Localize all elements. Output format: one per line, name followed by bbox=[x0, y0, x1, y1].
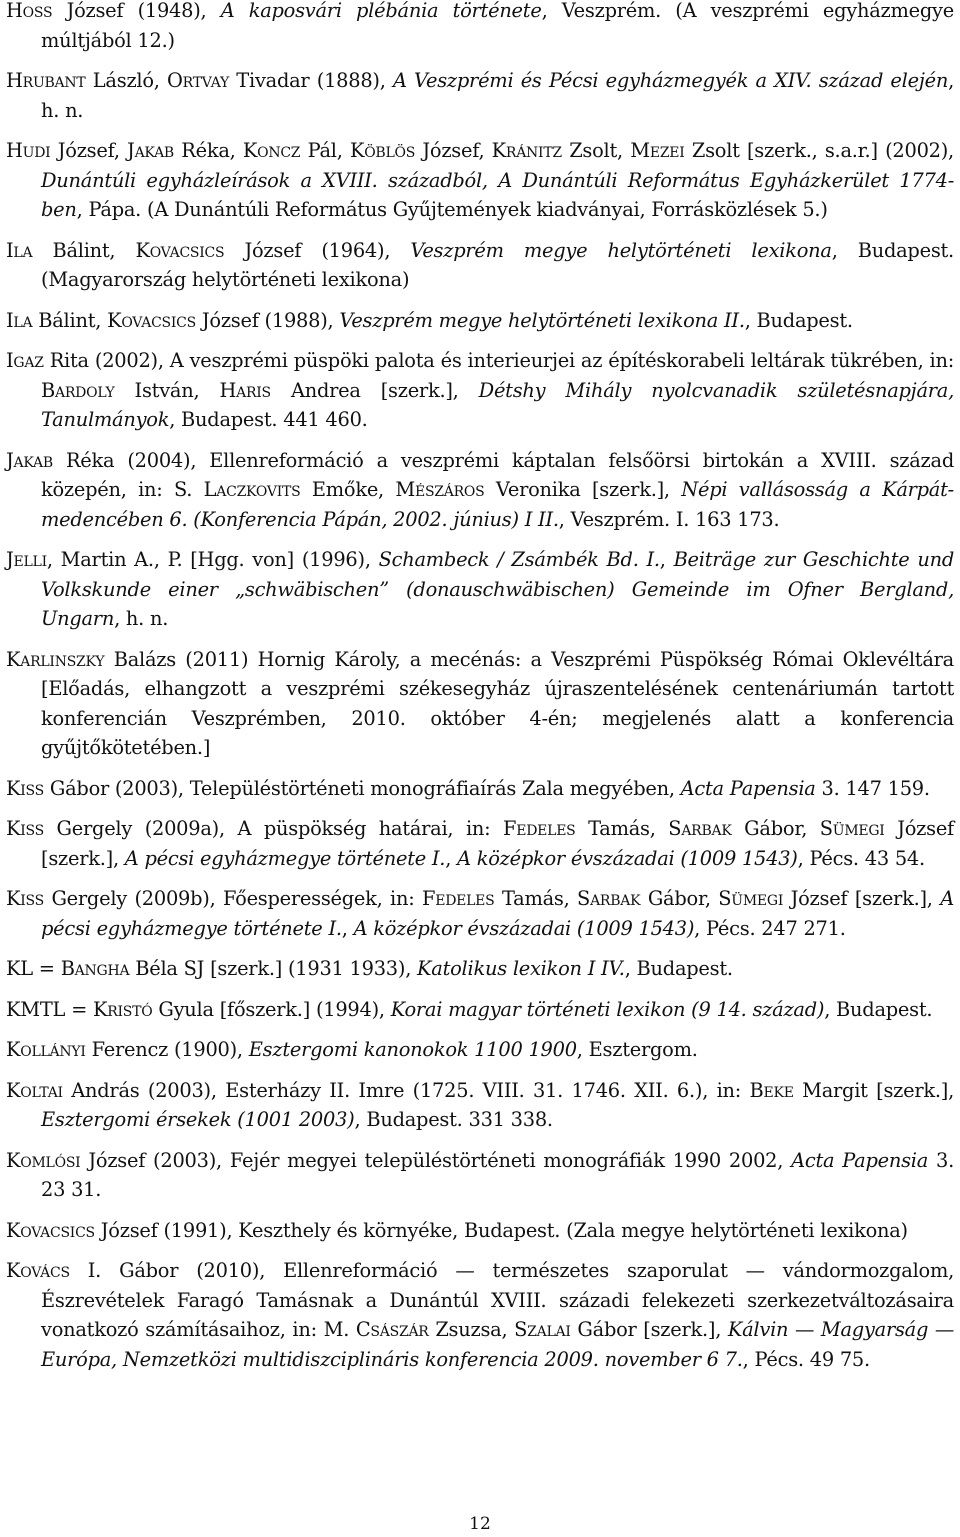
entry-text: , Pécs. 49 75. bbox=[742, 1347, 870, 1371]
entry-text: Balázs (2011) Hornig Károly, a mecénás: a Veszprémi Püspökség Római Oklevéltára [Előadás, elhangzott a veszprémi székesegyház újraszentelésének centenáriumán tartott konferencián Veszprémben, 2010. október 4-én; megjelenés alatt a konferencia gyűjtőkötetében.] bbox=[41, 647, 954, 759]
bibliography-entry bbox=[6, 66, 954, 125]
author-name: Bardoly bbox=[41, 378, 115, 402]
entry-text: , Esztergom. bbox=[576, 1038, 698, 1061]
entry-text: I. Gábor (2010), Ellenreformáció — természetes szaporulat — vándormozgalom, Észrevételek Faragó Tamásnak a Dunántúl XVIII. századi felekezeti szerkezetváltozásaira vonatkozó számításaihoz, in: M. bbox=[41, 1259, 954, 1341]
entry-text: , bbox=[659, 548, 674, 571]
title-italic: A középkor évszázadai (1009 1543) bbox=[457, 846, 798, 870]
author-name: Sümegi bbox=[819, 817, 885, 840]
author-name: Köblös bbox=[349, 139, 416, 162]
title-italic: Détshy Mihály nyolcvanadik születésnapjára, Tanulmányok bbox=[41, 378, 954, 431]
entry-text: Bálint, bbox=[32, 308, 108, 332]
entry-text: Margit [szerk.], bbox=[793, 1078, 954, 1102]
bibliography-entry bbox=[6, 774, 954, 804]
entry-text: Emőke, bbox=[300, 478, 396, 501]
author-name: Szalai bbox=[514, 1318, 571, 1341]
title-italic: A pécsi egyházmegye története I. bbox=[124, 846, 446, 870]
entry-text: , Budapest. bbox=[624, 957, 733, 980]
entry-text: József [szerk.], bbox=[41, 817, 954, 870]
bibliography-entry bbox=[6, 136, 954, 225]
title-italic: Népi vallásosság a Kárpát-medencében 6. (Konferencia Pápán, 2002. június) I II. bbox=[41, 478, 954, 531]
entry-text: , Budapest. bbox=[744, 308, 853, 332]
entry-text: , Pécs. 43 54. bbox=[797, 846, 925, 870]
author-name: Koltai bbox=[6, 1078, 63, 1102]
entry-text: Rita (2002), A veszprémi püspöki palota és interieurjei az építéskorabeli leltárak tükrében, in: bbox=[43, 349, 954, 372]
bibliography-entry bbox=[6, 1076, 954, 1135]
title-italic: A középkor évszázadai (1009 1543) bbox=[353, 916, 695, 940]
title-italic: Acta Papensia bbox=[680, 776, 816, 800]
entry-text: Gábor [szerk.], bbox=[570, 1318, 728, 1341]
author-name: Kovács bbox=[6, 1259, 70, 1282]
entry-text: , Veszprém. I. 163 173. bbox=[558, 507, 780, 531]
entry-text: József, bbox=[415, 139, 492, 162]
author-name: Kovacsics bbox=[107, 308, 196, 332]
author-name: Mezei bbox=[630, 139, 685, 162]
entry-text: , h. n. bbox=[114, 607, 169, 630]
title-italic: A kaposvári plébánia története bbox=[220, 0, 542, 22]
entry-text: KL = bbox=[6, 957, 61, 980]
entry-text: Gábor, bbox=[640, 887, 719, 910]
title-italic: A pécsi egyházmegye története I. bbox=[41, 887, 954, 940]
bibliography-entry bbox=[6, 1256, 954, 1374]
entry-text: László, bbox=[85, 69, 168, 92]
author-name: Sarbak bbox=[668, 817, 732, 840]
entry-text: KMTL = bbox=[6, 997, 93, 1021]
author-name: Kristó bbox=[92, 997, 153, 1021]
author-name: Kovacsics bbox=[135, 238, 225, 262]
author-name: Ortvay bbox=[167, 69, 229, 92]
title-italic: A Veszprémi és Pécsi egyházmegyék a XIV. század elején bbox=[392, 69, 949, 92]
bibliography-entry bbox=[6, 236, 954, 295]
author-name: Mészáros bbox=[395, 478, 485, 501]
bibliography-entry bbox=[6, 1216, 954, 1246]
author-name: Komlósi bbox=[6, 1148, 81, 1172]
author-name: Fedeles bbox=[422, 887, 495, 910]
entry-text: Zsuzsa, bbox=[428, 1318, 515, 1341]
title-italic: Veszprém megye helytörténeti lexikona bbox=[410, 238, 832, 262]
bibliography-entry bbox=[6, 1146, 954, 1205]
author-name: Haris bbox=[219, 378, 271, 402]
author-name: Hrubant bbox=[6, 69, 86, 92]
entry-text: Gábor, bbox=[731, 817, 820, 840]
bibliography-entry bbox=[6, 446, 954, 535]
entry-text: , Budapest. 441 460. bbox=[169, 408, 368, 431]
entry-text: , bbox=[445, 846, 458, 870]
entry-text: Veronika [szerk.], bbox=[484, 478, 682, 501]
author-name: Hoss bbox=[6, 0, 53, 22]
entry-text: , Pécs. 247 271. bbox=[694, 916, 846, 940]
entry-text: József (1988), bbox=[195, 308, 340, 332]
author-name: Hudi bbox=[6, 139, 51, 162]
entry-text: Béla SJ [szerk.] (1931 1933), bbox=[129, 957, 418, 980]
author-name: Sümegi bbox=[718, 887, 784, 910]
entry-text: Bálint, bbox=[32, 238, 136, 262]
author-name: Kiss bbox=[6, 887, 44, 910]
author-name: Beke bbox=[749, 1078, 794, 1102]
title-italic: Kálvin — Magyarság — Európa, Nemzetközi multidiszciplináris konferencia 2009. november 6 7. bbox=[41, 1318, 954, 1371]
title-italic: Esztergomi kanonokok 1100 1900 bbox=[248, 1038, 577, 1061]
entry-text: 3. 23 31. bbox=[41, 1148, 954, 1201]
author-name: Kránitz bbox=[491, 139, 562, 162]
entry-text: Gergely (2009b), Főesperességek, in: bbox=[43, 887, 423, 910]
bibliography-entry bbox=[6, 814, 954, 873]
bibliography-list bbox=[6, 0, 954, 1385]
entry-text: , Veszprém. (A veszprémi egyházmegye múltjából 12.) bbox=[41, 0, 954, 52]
entry-text: József (2003), Fejér megyei településtörténeti monográfiák 1990 2002, bbox=[80, 1148, 792, 1172]
entry-text: Gábor (2003), Településtörténeti monográfiaírás Zala megyében, bbox=[43, 776, 681, 800]
entry-text: 3. 147 159. bbox=[815, 776, 930, 800]
entry-text: Tivadar (1888), bbox=[229, 69, 393, 92]
bibliography-entry bbox=[6, 306, 954, 336]
author-name: Kollányi bbox=[6, 1038, 86, 1061]
entry-text: , Budapest. 331 338. bbox=[354, 1108, 553, 1131]
entry-text: Réka, bbox=[173, 139, 243, 162]
entry-text: István, bbox=[114, 378, 220, 402]
entry-text: József (1991), Keszthely és környéke, Budapest. (Zala megye helytörténeti lexikona) bbox=[94, 1218, 908, 1242]
author-name: Sarbak bbox=[577, 887, 641, 910]
title-italic: Korai magyar történeti lexikon (9 14. század) bbox=[390, 997, 825, 1021]
author-name: Fedeles bbox=[503, 817, 576, 840]
entry-text: Gyula [főszerk.] (1994), bbox=[152, 997, 391, 1021]
entry-text: , Pápa. (A Dunántúli Református Gyűjtemények kiadványai, Forrásközlések 5.) bbox=[76, 198, 828, 221]
entry-text: Ferencz (1900), bbox=[85, 1038, 249, 1061]
title-italic: Katolikus lexikon I IV. bbox=[417, 957, 625, 980]
entry-text: , Budapest. (Magyarország helytörténeti lexikona) bbox=[41, 238, 954, 291]
author-name: Jakab bbox=[6, 448, 53, 472]
entry-text: Andrea [szerk.], bbox=[270, 378, 479, 402]
entry-text: , bbox=[341, 916, 354, 940]
bibliography-entry bbox=[6, 346, 954, 435]
entry-text: József (1964), bbox=[224, 238, 411, 262]
bibliography-entry bbox=[6, 884, 954, 943]
author-name: Karlinszky bbox=[6, 647, 105, 671]
page-number: 12 bbox=[469, 1514, 491, 1534]
entry-text: Zsolt, bbox=[561, 139, 631, 162]
entry-text: József [szerk.], bbox=[783, 887, 941, 910]
entry-text: Gergely (2009a), A püspökség határai, in: bbox=[43, 817, 504, 840]
title-italic: Dunántúli egyházleírások a XVIII. századból, A Dunántúli Református Egyházkerület 1774-ben bbox=[41, 168, 954, 221]
bibliography-entry bbox=[6, 645, 954, 763]
author-name: Kiss bbox=[6, 776, 44, 800]
entry-text: Réka (2004), Ellenreformáció a veszprémi káptalan felsőörsi birtokán a XVIII. század közepén, in: S. bbox=[41, 448, 954, 501]
entry-text: András (2003), Esterházy II. Imre (1725. VIII. 31. 1746. XII. 6.), in: bbox=[62, 1078, 750, 1102]
title-italic: Veszprém megye helytörténeti lexikona II. bbox=[339, 308, 745, 332]
bibliography-entry bbox=[6, 954, 954, 984]
title-italic: Acta Papensia bbox=[791, 1148, 929, 1172]
author-name: Kiss bbox=[6, 817, 44, 840]
author-name: Jelli bbox=[6, 548, 47, 571]
author-name: Bangha bbox=[60, 957, 130, 980]
author-name: Kovacsics bbox=[6, 1218, 95, 1242]
entry-text: Tamás, bbox=[575, 817, 669, 840]
author-name: Császár bbox=[355, 1318, 429, 1341]
entry-text: József (1948), bbox=[52, 0, 221, 22]
bibliography-entry bbox=[6, 1035, 954, 1065]
entry-text: , Martin A., P. [Hgg. von] (1996), bbox=[46, 548, 379, 571]
entry-text: Zsolt [szerk., s.a.r.] (2002), bbox=[684, 139, 954, 162]
entry-text: , Budapest. bbox=[824, 997, 933, 1021]
author-name: Ila bbox=[6, 238, 33, 262]
bibliography-entry bbox=[6, 0, 954, 55]
title-italic: Esztergomi érsekek (1001 2003) bbox=[41, 1108, 355, 1131]
entry-text: , h. n. bbox=[41, 69, 954, 122]
author-name: Ila bbox=[6, 308, 33, 332]
author-name: Koncz bbox=[242, 139, 301, 162]
author-name: Laczkovits bbox=[203, 478, 301, 501]
author-name: Igaz bbox=[6, 349, 44, 372]
author-name: Jakab bbox=[127, 139, 174, 162]
entry-text: József, bbox=[50, 139, 128, 162]
title-italic: Schambeck / Zsámbék Bd. I. bbox=[378, 548, 660, 571]
entry-text: Tamás, bbox=[494, 887, 578, 910]
bibliography-entry bbox=[6, 545, 954, 634]
bibliography-entry bbox=[6, 995, 954, 1025]
title-italic: Beiträge zur Geschichte und Volkskunde einer „schwäbischen” (donauschwäbischen) Gemeinde im Ofner Bergland, Ungarn bbox=[41, 548, 955, 630]
entry-text: Pál, bbox=[300, 139, 350, 162]
